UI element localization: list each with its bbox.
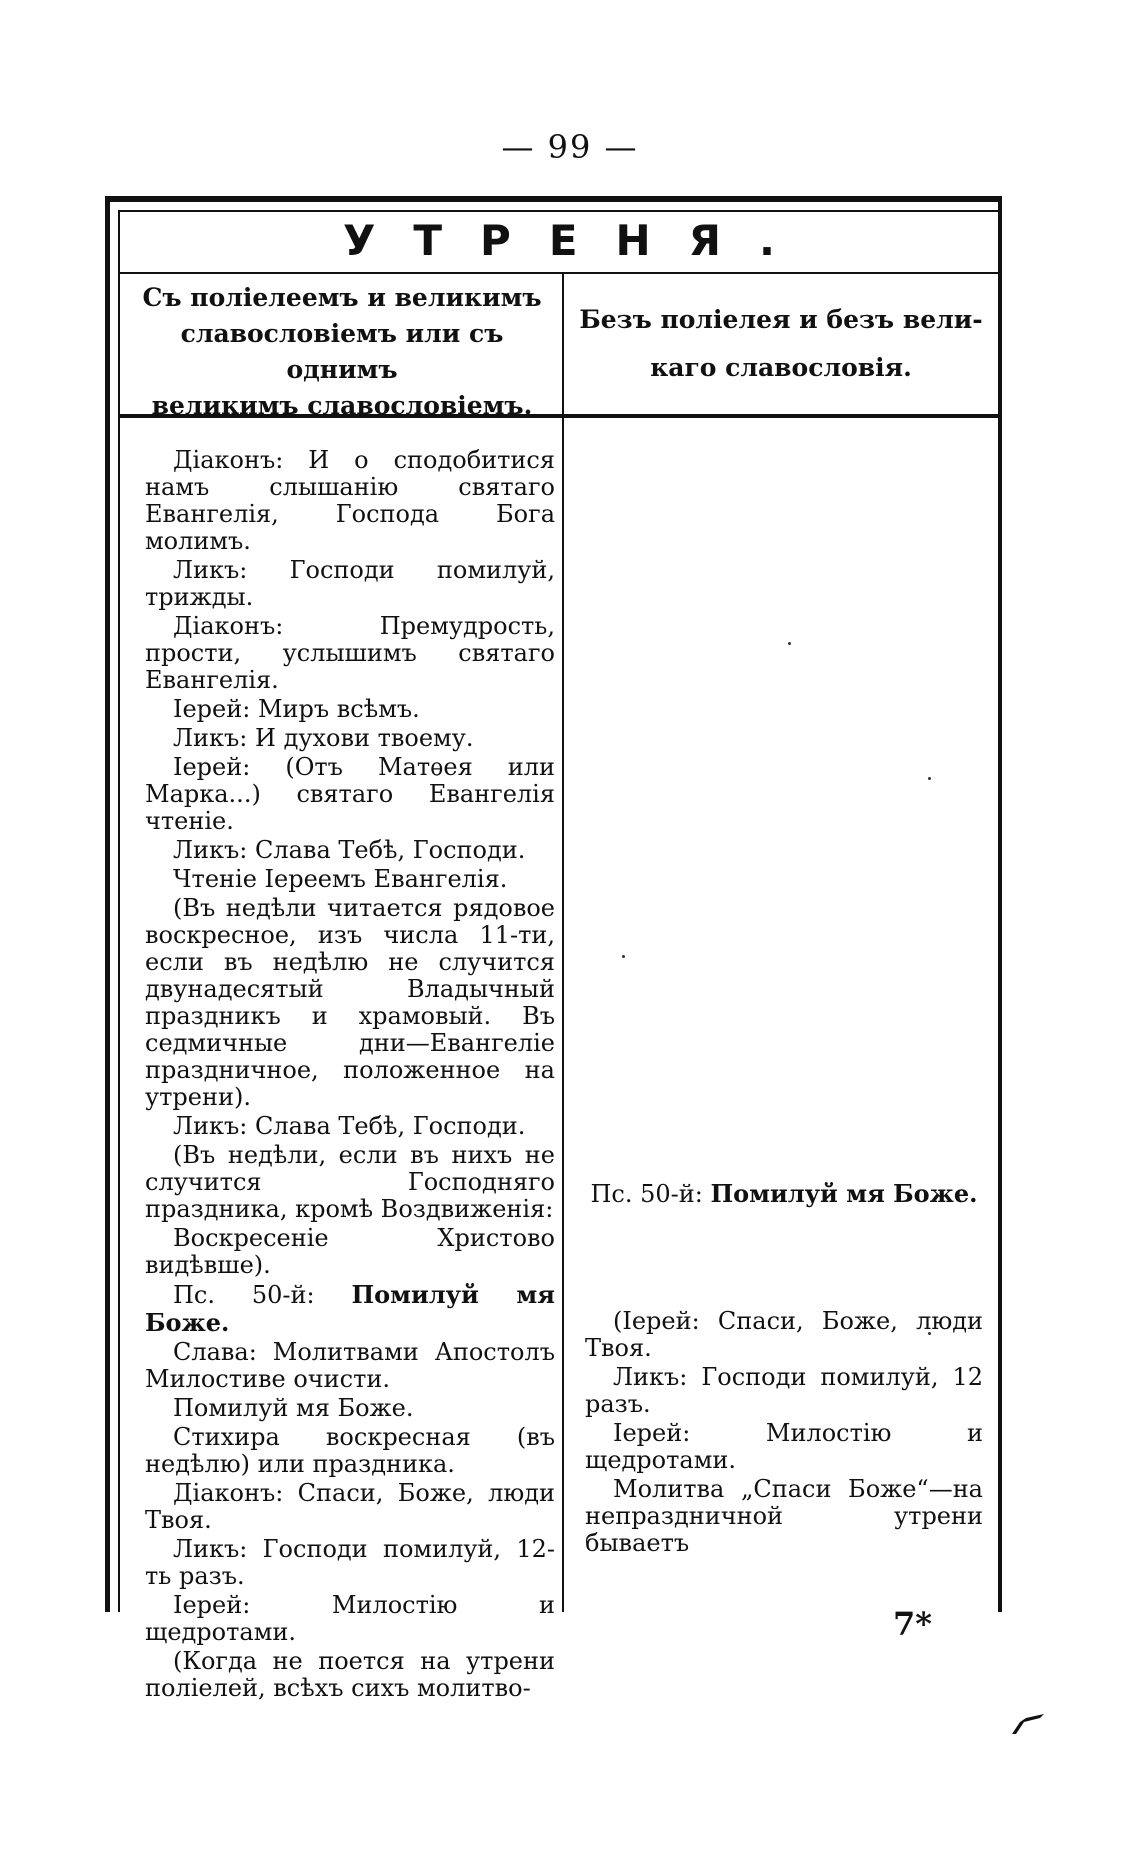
left-paragraph: Помилуй мя Боже.: [173, 1394, 414, 1422]
section-title: УТРЕНЯ.: [343, 216, 813, 265]
frame-inner-left-rule: [118, 210, 120, 1612]
page-number: — 99 —: [501, 128, 639, 166]
header-right-line: каго славословiя.: [650, 353, 912, 382]
speck: [622, 955, 625, 958]
title-rule: [120, 272, 998, 274]
left-paragraph: Чтенiе Iереемъ Евангелiя.: [173, 865, 508, 893]
header-left-line: славословiемъ или съ однимъ: [180, 319, 504, 384]
right-psalm-label: Пс. 50-й:: [590, 1180, 711, 1208]
header-left-line: Съ полiелеемъ и великимъ: [142, 283, 542, 312]
left-column: [145, 447, 555, 1704]
column-divider: [562, 274, 564, 1612]
header-right: [568, 296, 994, 392]
ink-mark-icon: [1010, 1712, 1046, 1736]
left-paragraph: (Въ недѣли читается рядовое воскресное, изъ числа 11-ти, если въ недѣлю не случится двунадесятый Владычный праздникъ и храмовый. Въ седмичные дни—Евангелiе праздничное, положенное на утрени).: [145, 894, 555, 1111]
header-left: [124, 280, 560, 424]
left-paragraph: Iерей: Милостiю и щедротами.: [145, 1591, 555, 1646]
left-paragraph: (Когда не поется на утрени полiелей, всѣхъ сихъ молитво-: [145, 1647, 555, 1702]
header-left-line: великимъ славословiемъ.: [151, 391, 533, 420]
left-paragraph: Ликъ: Слава Тебѣ, Господи.: [173, 1112, 526, 1140]
speck: [928, 777, 931, 780]
left-paragraph: Слава: Молитвами Апостолъ Милостиве очисти.: [145, 1338, 555, 1393]
left-paragraph: Дiаконъ: Премудрость, прости, услышимъ святаго Евангелiя.: [145, 612, 555, 694]
header-rule: [120, 414, 998, 418]
right-paragraph: Ликъ: Господи помилуй, 12 разъ.: [585, 1363, 983, 1418]
speck: [788, 642, 791, 645]
left-paragraph: Дiаконъ: Спаси, Боже, люди Твоя.: [145, 1479, 555, 1534]
right-paragraph: Iерей: Милостiю и щедротами.: [585, 1419, 983, 1474]
left-paragraph: Iерей: (Отъ Матѳея или Марка...) святаго Евангелiя чтенiе.: [145, 753, 555, 835]
left-paragraph: Ликъ: Господи помилуй, трижды.: [145, 556, 555, 611]
psalm-title: Помилуй мя Боже.: [145, 1280, 555, 1337]
left-paragraph: Iерей: Миръ всѣмъ.: [173, 695, 420, 723]
left-paragraph: Стихира воскресная (въ недѣлю) или праздника.: [145, 1423, 555, 1478]
right-paragraph: Молитва „Спаси Боже“—на непраздничной утрени бываетъ: [585, 1475, 983, 1557]
table-frame: [105, 196, 1002, 1702]
signature-mark: 7*: [893, 1605, 932, 1643]
left-paragraph: (Въ недѣли, если въ нихъ не случится Господняго праздника, кромѣ Воздвиженiя:: [145, 1141, 555, 1223]
header-right-line: Безъ полiелея и безъ вели-: [579, 305, 983, 334]
right-paragraph: (Iерей: Спаси, Боже, люди Твоя.: [585, 1307, 983, 1362]
left-paragraph: Дiаконъ: И о сподобитися намъ слышанiю святаго Евангелiя, Господа Бога молимъ.: [145, 446, 555, 555]
left-paragraph: [145, 1281, 555, 1337]
right-psalm: [585, 1180, 983, 1208]
right-column: [585, 1180, 983, 1559]
left-paragraph: Ликъ: И духови твоему.: [173, 724, 474, 752]
left-paragraph: Ликъ: Господи помилуй, 12-ть разъ.: [145, 1535, 555, 1590]
left-paragraph: Воскресенiе Христово видѣвше).: [145, 1224, 555, 1279]
psalm-label: Пс. 50-й:: [173, 1281, 352, 1309]
right-psalm-title: Помилуй мя Боже.: [710, 1179, 978, 1208]
left-paragraph: Ликъ: Слава Тебѣ, Господи.: [173, 836, 526, 864]
